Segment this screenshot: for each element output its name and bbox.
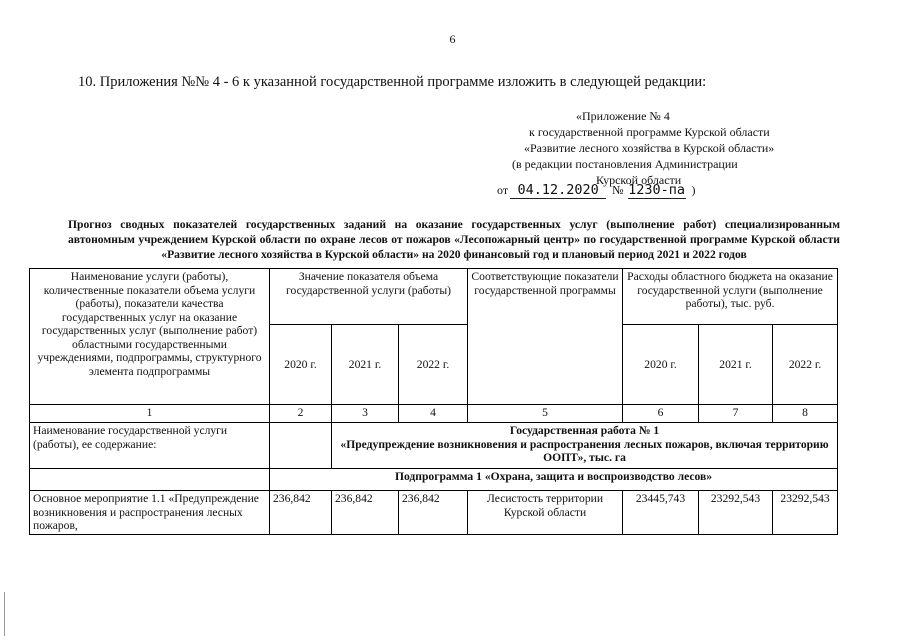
row-expense-2021: 23292,543 xyxy=(699,491,773,535)
from-prefix: от xyxy=(497,183,509,197)
forecast-table xyxy=(29,268,838,535)
number-prefix: № xyxy=(612,183,624,197)
appendix-line-4: (в редакции постановления Администрации xyxy=(512,157,738,171)
closing-paren: ) xyxy=(691,183,696,197)
scan-edge-line xyxy=(4,592,5,636)
col-number: 3 xyxy=(332,405,399,423)
resolution-date: 04.12.2020 xyxy=(510,183,606,199)
item-10-text: 10. Приложения №№ 4 - 6 к указанной государственной программе изложить в следующей редакции: xyxy=(78,74,707,90)
col-number: 6 xyxy=(623,405,699,423)
row-indicator: Лесистость территории Курской области xyxy=(468,491,623,535)
col-number: 4 xyxy=(399,405,468,423)
appendix-date-line xyxy=(497,183,696,199)
row-expense-2022: 23292,543 xyxy=(773,491,838,535)
col-number: 8 xyxy=(773,405,838,423)
header-value: Значение показателя объема государственной услуги (работы) xyxy=(270,269,468,325)
col-number: 7 xyxy=(699,405,773,423)
appendix-line-2: к государственной программе Курской области xyxy=(529,125,770,139)
header-year-2021: 2021 г. xyxy=(332,325,399,405)
col-number: 5 xyxy=(468,405,623,423)
empty-cell xyxy=(270,423,332,469)
work-cell xyxy=(332,423,838,469)
page-number: 6 xyxy=(449,32,456,46)
header-exp-year-2022: 2022 г. xyxy=(773,325,838,405)
empty-cell xyxy=(30,469,270,491)
subprogram-title: Подпрограмма 1 «Охрана, защита и воспроизводство лесов» xyxy=(270,469,838,491)
header-indicators: Соответствующие показатели государственной программы xyxy=(468,269,623,405)
work-title: Государственная работа № 1 xyxy=(509,424,660,437)
document-heading: Прогноз сводных показателей государственных заданий на оказание государственных услуг (выполнение работ) специализированным автономным учреждением Курской области по охране лесов от пожаров «Лесопожарный центр» по государственной программе Курской области «Развитие лесного хозяйства в Курской области» на 2020 финансовый год и плановый период 2021 и 2022 годов xyxy=(68,218,840,261)
header-expenses: Расходы областного бюджета на оказание государственной услуги (выполнение работы), тыс. руб. xyxy=(623,269,838,325)
col-number: 2 xyxy=(270,405,332,423)
header-year-2020: 2020 г. xyxy=(270,325,332,405)
header-name: Наименование услуги (работы), количественные показатели объема услуги (работы), показатели качества государственных услуг на оказание государственных услуг (выполнение работ) областными государственными учреждениями, подпрограммы, структурного элемента подпрограммы xyxy=(30,269,270,405)
appendix-line-5: Курской области xyxy=(596,173,682,187)
service-label: Наименование государственной услуги (работы), ее содержание: xyxy=(30,423,270,469)
appendix-title: «Приложение № 4 xyxy=(576,109,670,123)
work-description: «Предупреждение возникновения и распространения лесных пожаров, включая территорию ООПТ», тыс. га xyxy=(340,437,829,464)
col-number: 1 xyxy=(30,405,270,423)
row-value-2020: 236,842 xyxy=(270,491,332,535)
header-exp-year-2020: 2020 г. xyxy=(623,325,699,405)
resolution-number: 1230-па xyxy=(628,182,685,198)
header-exp-year-2021: 2021 г. xyxy=(699,325,773,405)
header-year-2022: 2022 г. xyxy=(399,325,468,405)
row-value-2021: 236,842 xyxy=(332,491,399,535)
row-value-2022: 236,842 xyxy=(399,491,468,535)
appendix-line-3: «Развитие лесного хозяйства в Курской области» xyxy=(524,141,775,155)
row-expense-2020: 23445,743 xyxy=(623,491,699,535)
row-name: Основное мероприятие 1.1 «Предупреждение возникновения и распространения лесных пожаров, xyxy=(30,491,270,535)
